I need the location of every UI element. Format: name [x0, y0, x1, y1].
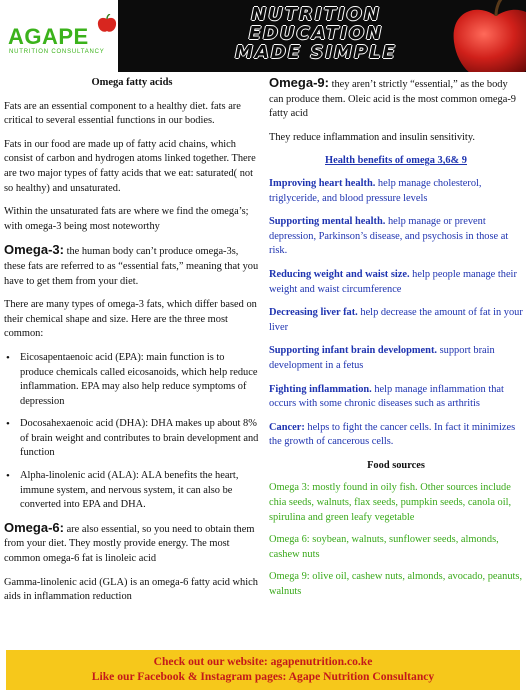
banner-line-3: MADE SIMPLE	[235, 42, 397, 63]
benefit-heading: Supporting mental health.	[269, 216, 386, 228]
banner-line-2: EDUCATION	[248, 23, 384, 44]
paragraph-unsaturated: Within the unsaturated fats are where we find the omega’s; with omega-3 being most noteworthy	[4, 206, 249, 232]
benefit-heading: Fighting inflammation.	[269, 383, 372, 395]
benefit-cancer	[269, 421, 523, 450]
footer-social[interactable]: Like our Facebook & Instagram pages: Agape Nutrition Consultancy	[91, 670, 435, 683]
paragraph-fats-intro: Fats are an essential component to a healthy diet. fats are critical to several essential functions in our bodies.	[4, 100, 241, 127]
omega9-text: they aren’t strictly “essential,” as the body can produce them. Oleic acid is the most common omega-9 fatty acid	[269, 79, 516, 120]
benefit-inflammation	[269, 383, 523, 412]
benefit-text: help manage cholesterol, triglyceride, and blood pressure levels	[269, 177, 482, 204]
benefit-heading: Reducing weight and waist size.	[269, 268, 410, 280]
food-omega6: Omega 6: soybean, walnuts, sunflower seeds, almonds, cashew nuts	[269, 534, 499, 560]
paragraph-gla: Gamma-linolenic acid (GLA) is an omega-6 fatty acid which aids in inflammation reduction	[4, 576, 258, 603]
benefit-text: help manage inflammation that occurs with some chronic diseases such as arthritis	[269, 383, 504, 410]
omega6-label: Omega-6:	[4, 519, 64, 535]
red-apple-icon	[446, 0, 526, 72]
benefit-heading: Supporting infant brain development.	[269, 345, 438, 357]
list-item-dha: • Docosahexaenoic acid (DHA): DHA makes up about 8% of brain weight and contributes to brain development and function	[4, 417, 260, 461]
benefit-heading: Improving heart health.	[269, 177, 376, 189]
benefit-text: help people manage their weight and waist circumference	[269, 268, 517, 295]
omega9-label: Omega-9:	[269, 75, 329, 90]
paragraph-omega3	[4, 243, 260, 289]
footer	[6, 650, 520, 690]
benefit-text: help decrease the amount of fat in your liver	[269, 307, 523, 333]
logo-subtitle: NUTRITION CONSULTANCY	[9, 49, 105, 55]
paragraph-omega6	[4, 521, 260, 567]
banner	[118, 0, 526, 72]
banner-line-1: NUTRITION	[251, 4, 381, 25]
benefit-text: helps to fight the cancer cells. In fact it minimizes the growth of cancerous cells.	[269, 421, 516, 448]
header	[0, 0, 526, 72]
benefit-mental	[269, 215, 523, 259]
benefit-liver	[269, 306, 523, 335]
food-sources-title: Food sources	[367, 459, 425, 471]
list-item-ala: • Alpha-linolenic acid (ALA): ALA benefits the heart, immune system, and nervous system, it can also be converted into EPA and DHA.	[4, 469, 260, 513]
footer-website[interactable]: Check out our website: agapenutrition.co.ke	[153, 655, 373, 668]
benefit-text: support brain development in a fetus	[269, 345, 495, 371]
benefit-heading: Cancer:	[269, 421, 305, 433]
food-omega9: Omega 9: olive oil, cashew nuts, almonds, avocado, peanuts, walnuts	[269, 571, 523, 598]
paragraph-omega3-types: There are many types of omega-3 fats, which differ based on their chemical shape and size. Here are the three most common:	[4, 299, 257, 340]
logo-text: AGAPE	[8, 24, 89, 49]
omega3-list	[4, 351, 260, 513]
food-omega3: Omega 3: mostly found in oily fish. Other sources include chia seeds, walnuts, flax seeds, pumpkin seeds, canola oil, spirulina and green leafy vegetable	[269, 482, 512, 523]
logo	[0, 0, 118, 72]
banner-title	[166, 5, 466, 62]
benefit-infant	[269, 344, 523, 373]
list-item-epa: • Eicosapentaenoic acid (EPA): main function is to produce chemicals called eicosanoids, which help reduce inflammation. EPA may also help reduce symptoms of depression	[4, 351, 260, 409]
benefit-text: help manage or prevent depression, Parkinson’s disease, and psychosis in those at risk.	[269, 216, 509, 257]
apple-logo-icon	[96, 14, 118, 34]
omega6-text: are also essential, so you need to obtain them from your diet. They mostly provide energy. The most common omega-6 fat is linoleic acid	[4, 523, 255, 565]
benefit-heading: Decreasing liver fat.	[269, 307, 358, 319]
paragraph-inflammation: They reduce inflammation and insulin sensitivity.	[269, 131, 475, 143]
paragraph-fatty-acids: Fats in our food are made up of fatty acid chains, which consist of carbon and hydrogen atoms linked together. There are two major types of fatty acids that we eat: saturated( not so healthy) and unsaturated.	[4, 138, 256, 194]
omega3-text: the human body can’t produce omega-3s, these fats are referred to as “essential fats,” meaning that you have to get them from your diet.	[4, 246, 259, 287]
right-column	[269, 76, 523, 608]
health-benefits-title: Health benefits of omega 3,6& 9	[325, 155, 467, 167]
benefit-weight	[269, 268, 523, 297]
omega3-label: Omega-3:	[4, 242, 64, 258]
left-column	[4, 76, 260, 614]
paragraph-omega9	[269, 76, 523, 122]
section-title-omega: Omega fatty acids	[91, 77, 173, 88]
benefit-heart	[269, 177, 523, 206]
